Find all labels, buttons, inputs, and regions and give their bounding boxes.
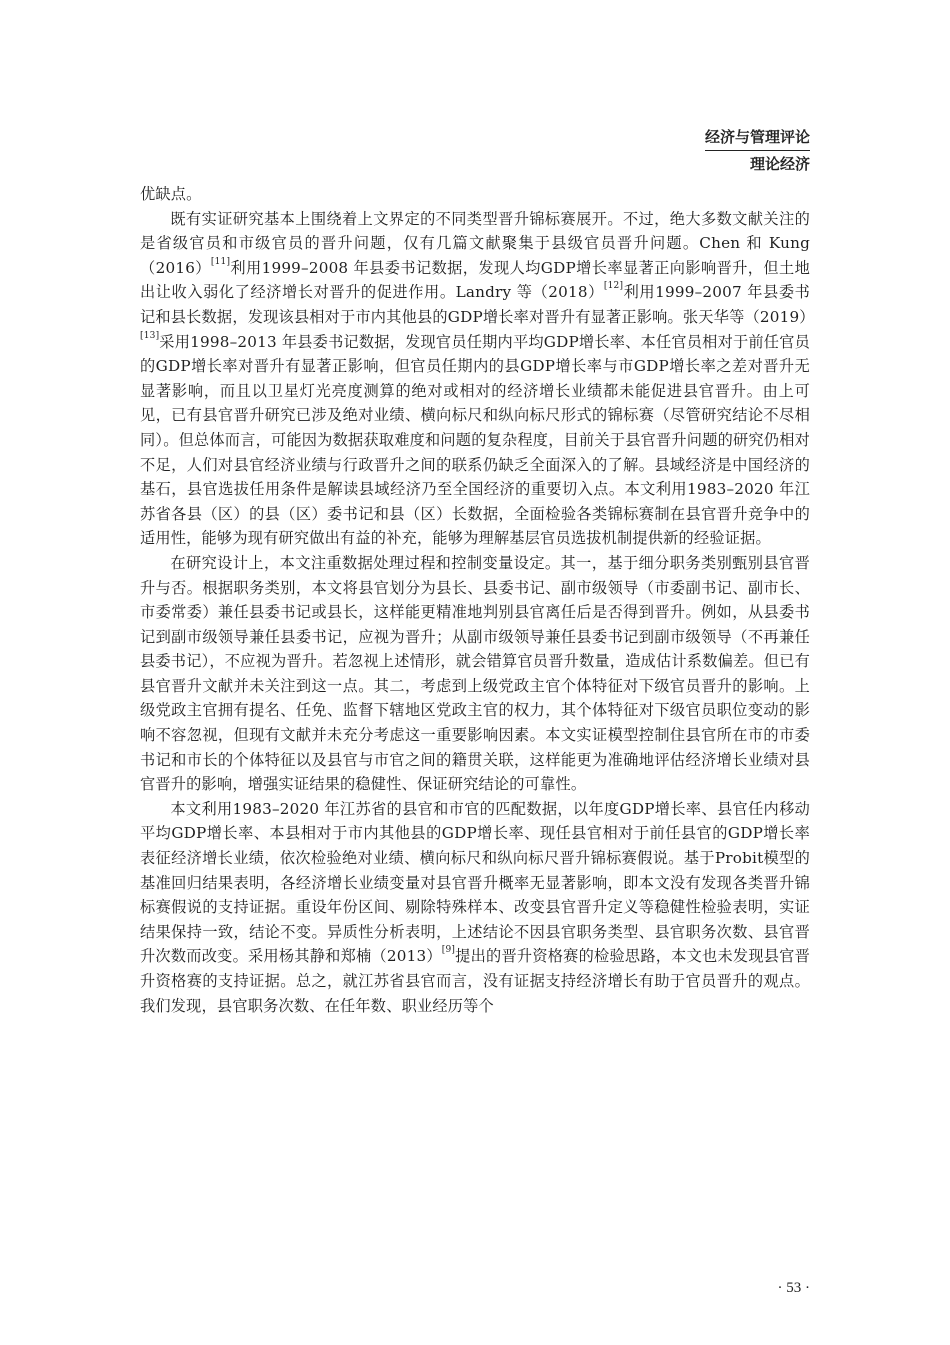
text-run: 采用1998–2013 年县委书记数据，发现官员任期内平均GDP增长率、本任官员相对于前任官员的GDP增长率对晋升有显著正影响，但官员任期内的县GDP增长率与市GDP增长率之差对晋升无显著影响，而且以卫星灯光亮度测算的绝对或相对的经济增长业绩都未能促进县官晋升。由上可见，已有县官晋升研究已涉及绝对业绩、横向标尺和纵向标尺形式的锦标赛（尽管研究结论不尽相同）。但总体而言，可能因为数据获取难度和问题的复杂程度，目前关于县官晋升问题的研究仍相对不足，人们对县官经济业绩与行政晋升之间的联系仍缺乏全面深入的了解。县域经济是中国经济的基石，县官选拔任用条件是解读县域经济乃至全国经济的重要切入点。本文利用1983–2020 年江苏省各县（区）的县（区）委书记和县（区）长数据，全面检验各类锦标赛制在县官晋升竞争中的适用性，能够为现有研究做出有益的补充，能够为理解基层官员选拔机制提供新的经验证据。 [140,332,810,548]
text-run: 利用1999–2008 年县委书记数据，发现人均GDP增长率显著正向影响晋升，但土地出让收入弱化了经济增长对晋升的促进作用。Landry 等（2018） [140,258,810,302]
page-number: · 53 · [777,1280,810,1296]
text-run: 在研究设计上，本文注重数据处理过程和控制变量设定。其一，基于细分职务类别甄别县官晋升与否。根据职务类别，本文将县官划分为县长、县委书记、副市级领导（市委副书记、副市长、市委常委）兼任县委书记或县长，这样能更精准地判别县官离任后是否得到晋升。例如，从县委书记到副市级领导兼任县委书记，应视为晋升；从副市级领导兼任县委书记到副市级领导（不再兼任县委书记），不应视为晋升。若忽视上述情形，就会错算官员晋升数量，造成估计系数偏差。但已有县官晋升文献并未关注到这一点。其二，考虑到上级党政主官个体特征对下级官员晋升的影响。上级党政主官拥有提名、任免、监督下辖地区党政主官的权力，其个体特征对下级官员职位变动的影响不容忽视，但现有文献并未充分考虑这一重要影响因素。本文实证模型控制住县官所在市的市委书记和市长的个体特征以及县官与市官之间的籍贯关联，这样能更为准确地评估经济增长业绩对县官晋升的影响，增强实证结果的稳健性、保证研究结论的可靠性。 [140,553,810,794]
citation-ref: [11] [210,256,231,267]
paragraph [140,207,815,551]
citation-ref: [12] [603,281,624,292]
citation-ref: [13] [140,330,160,341]
text-run: 提出的晋升资格赛的检验思路，本文也未发现县官晋升资格赛的支持证据。总之，就江苏省县官而言，没有证据支持经济增长有助于官员晋升的观点。我们发现，县官职务次数、在任年数、职业经历等个 [140,947,810,1015]
journal-title: 经济与管理评论 [705,126,810,151]
paragraph [140,182,810,207]
text-run: 既有实证研究基本上围绕着上文界定的不同类型晋升锦标赛展开。不过，绝大多数文献关注的是省级官员和市级官员的晋升问题，仅有几篇文献聚集于县级官员晋升问题。Chen 和 Kung（2016） [140,209,810,277]
running-header [705,126,810,175]
paragraph [140,551,810,797]
citation-ref: [9] [441,945,456,956]
text-run: 利用1999–2007 年县委书记和县长数据，发现该县相对于市内其他县的GDP增长率对晋升有显著正影响。张天华等（2019） [140,283,815,326]
text-run: 优缺点。 [140,185,202,203]
section-title: 理论经济 [749,155,810,173]
paragraph [140,797,810,1018]
text-run: 本文利用1983–2020 年江苏省的县官和市官的匹配数据，以年度GDP增长率、县官任内移动平均GDP增长率、本县相对于市内其他县的GDP增长率、现任县官相对于前任县官的GDP增长率表征经济增长业绩，依次检验绝对业绩、横向标尺和纵向标尺晋升锦标赛假说。基于Probit模型的基准回归结果表明，各经济增长业绩变量对县官晋升概率无显著影响，即本文没有发现各类晋升锦标赛假说的支持证据。重设年份区间、剔除特殊样本、改变县官晋升定义等稳健性检验表明，实证结果保持一致，结论不变。异质性分析表明，上述结论不因县官职务类型、县官职务次数、县官晋升次数而改变。采用杨其静和郑楠（2013） [140,799,810,966]
body-text [140,182,815,1018]
